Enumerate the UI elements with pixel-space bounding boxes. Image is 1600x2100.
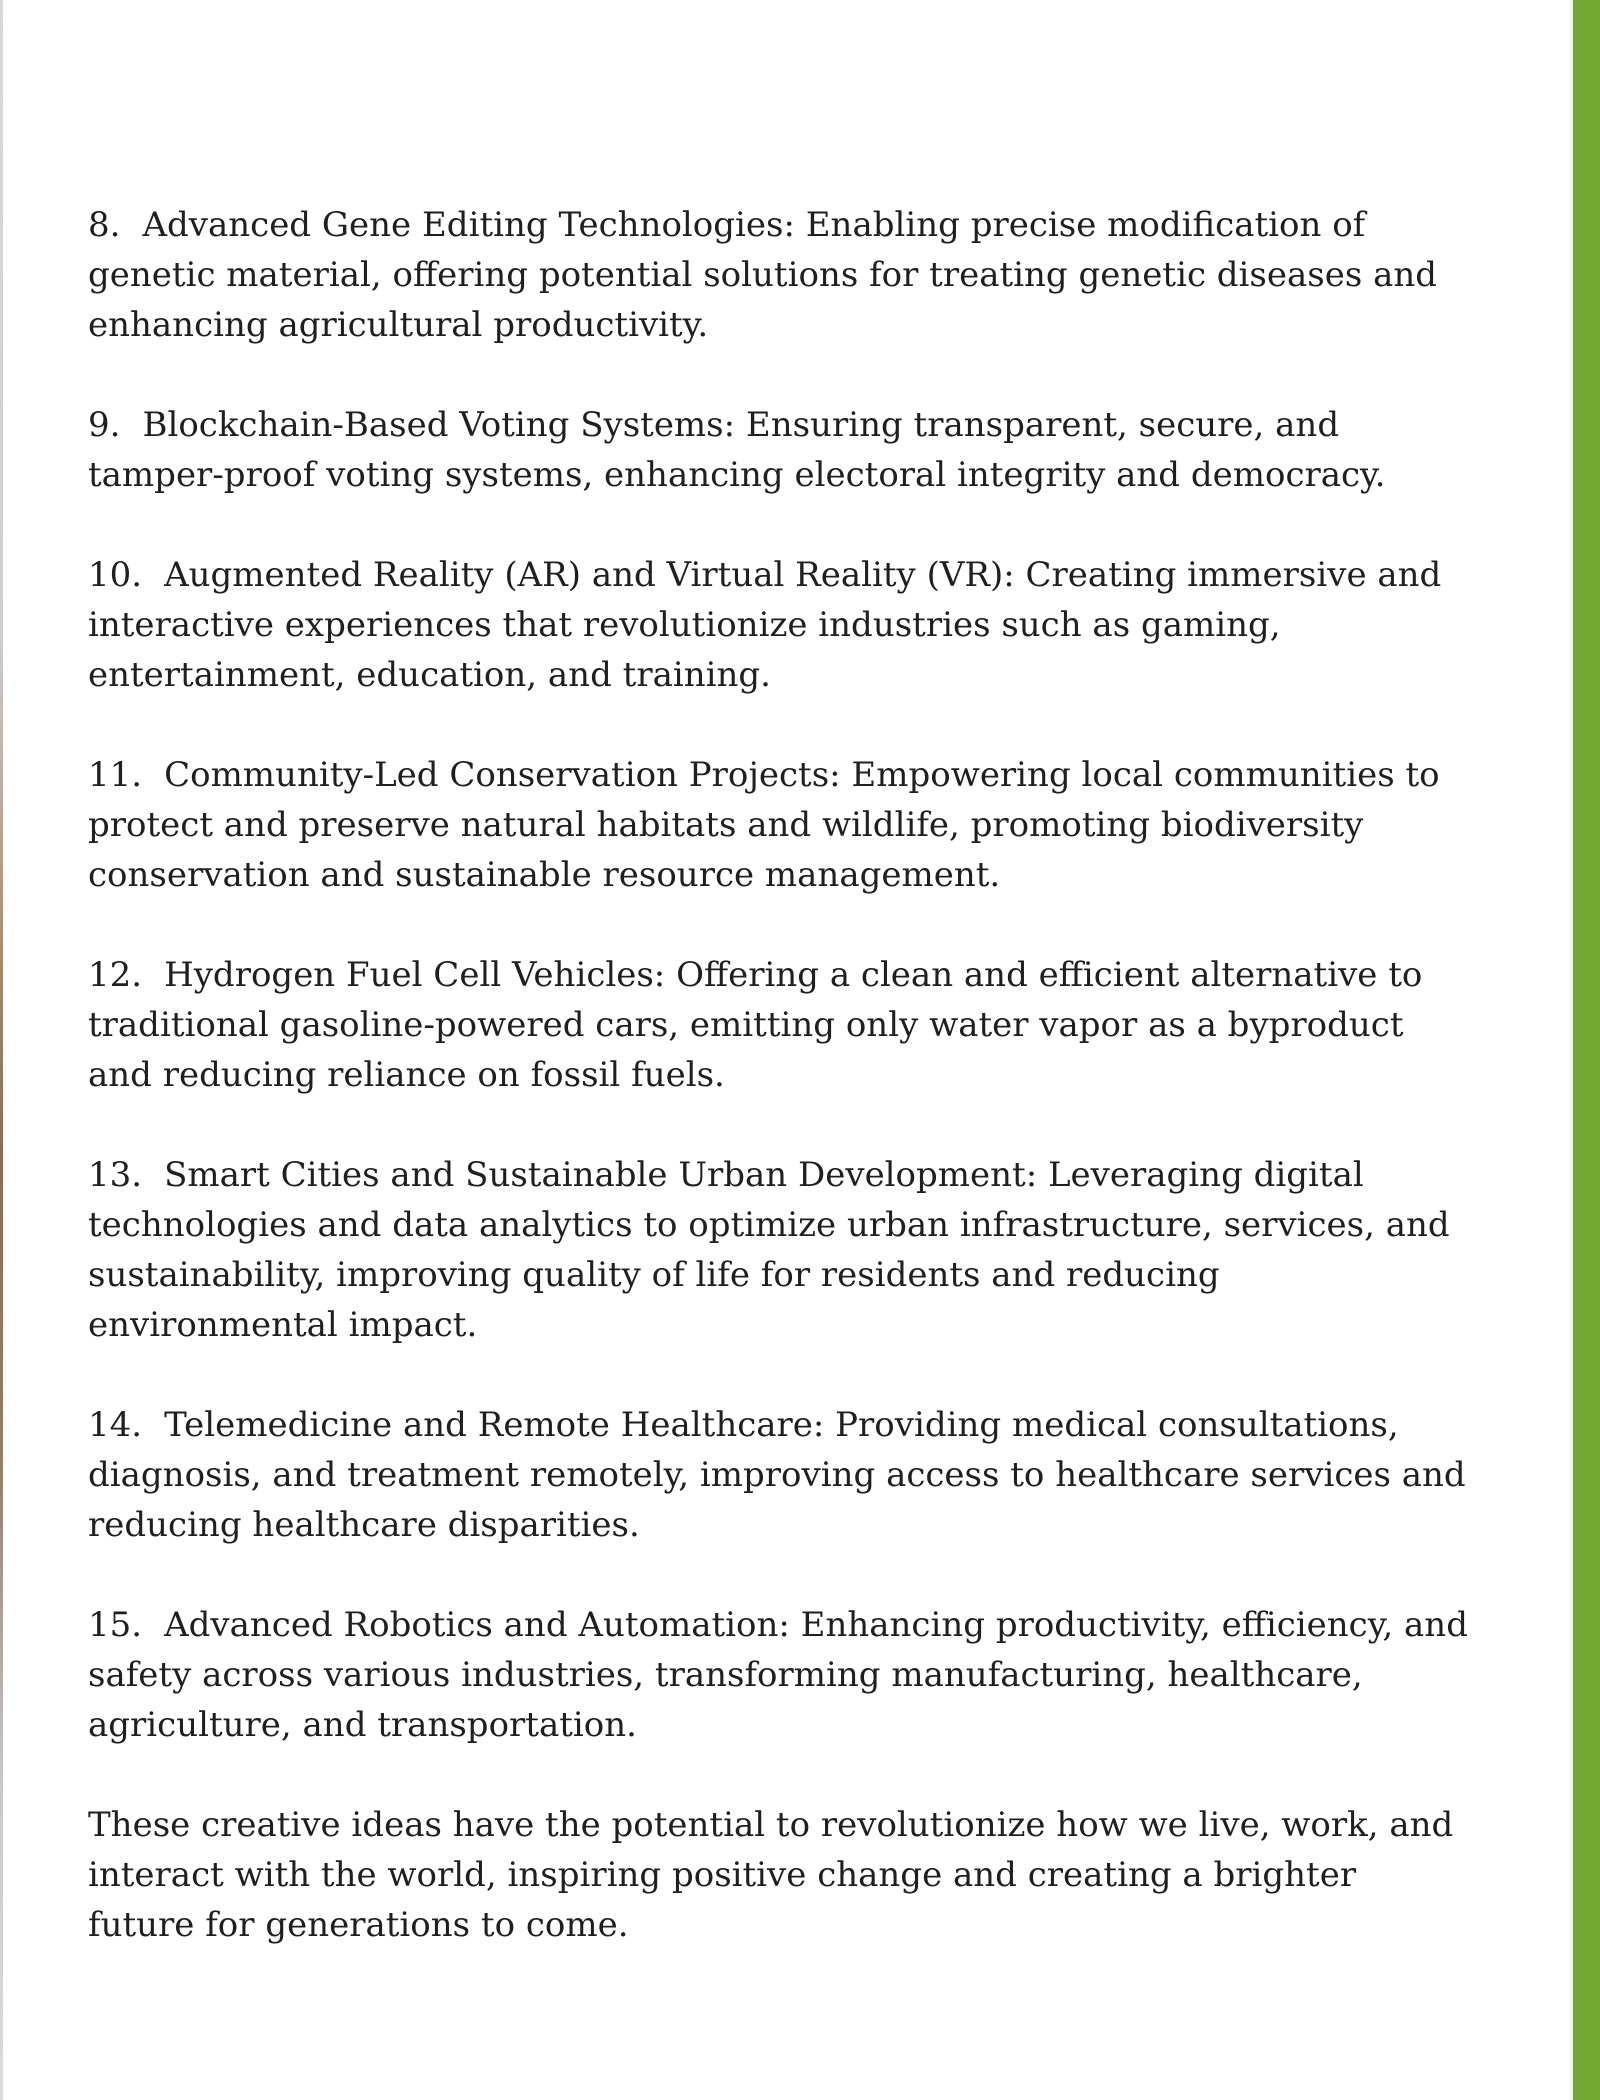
list-item-11 bbox=[88, 750, 1468, 900]
list-item-14 bbox=[88, 1400, 1468, 1550]
list-item-9 bbox=[88, 400, 1468, 500]
list-item-12 bbox=[88, 950, 1468, 1100]
list-item-8 bbox=[88, 200, 1468, 350]
list-item-15 bbox=[88, 1600, 1468, 1750]
list-text: Community-Led Conservation Projects: Empowering local communities to protect and preserve natural habitats and wildlife, promoting biodiversity conservation and sustainable resource management. bbox=[88, 755, 1440, 895]
list-text: Hydrogen Fuel Cell Vehicles: Offering a clean and efficient alternative to traditional gasoline-powered cars, emitting only water vapor as a byproduct and reducing reliance on fossil fuels. bbox=[88, 955, 1423, 1095]
list-text: Telemedicine and Remote Healthcare: Providing medical consultations, diagnosis, and treatment remotely, improving access to healthcare services and reducing healthcare disparities. bbox=[88, 1405, 1466, 1545]
list-text: Advanced Gene Editing Technologies: Enabling precise modification of genetic material, offering potential solutions for treating genetic diseases and enhancing agricultural productivity. bbox=[88, 205, 1438, 345]
left-edge-strip bbox=[0, 0, 3, 2100]
list-number: 13. bbox=[88, 1155, 143, 1195]
list-text: Advanced Robotics and Automation: Enhancing productivity, efficiency, and safety across various industries, transforming manufacturing, healthcare, agriculture, and transportation. bbox=[88, 1605, 1468, 1745]
list-text: Blockchain-Based Voting Systems: Ensuring transparent, secure, and tamper-proof voting systems, enhancing electoral integrity and democracy. bbox=[88, 405, 1386, 495]
list-number: 14. bbox=[88, 1405, 143, 1445]
list-item-10 bbox=[88, 550, 1468, 700]
document-body bbox=[88, 200, 1468, 1950]
list-text: Augmented Reality (AR) and Virtual Reality (VR): Creating immersive and interactive experiences that revolutionize industries such as gaming, entertainment, education, and training. bbox=[88, 555, 1442, 695]
list-number: 8. bbox=[88, 205, 121, 245]
list-number: 15. bbox=[88, 1605, 143, 1645]
closing-paragraph: These creative ideas have the potential to revolutionize how we live, work, and interact with the world, inspiring positive change and creating a brighter future for generations to come. bbox=[88, 1805, 1454, 1945]
list-item-13 bbox=[88, 1150, 1468, 1350]
list-number: 11. bbox=[88, 755, 143, 795]
list-number: 12. bbox=[88, 955, 143, 995]
list-number: 10. bbox=[88, 555, 143, 595]
list-text: Smart Cities and Sustainable Urban Development: Leveraging digital technologies and data analytics to optimize urban infrastructure, services, and sustainability, improving quality of life for residents and reducing environmental impact. bbox=[88, 1155, 1450, 1345]
green-accent-bar bbox=[1573, 0, 1600, 2100]
list-number: 9. bbox=[88, 405, 121, 445]
